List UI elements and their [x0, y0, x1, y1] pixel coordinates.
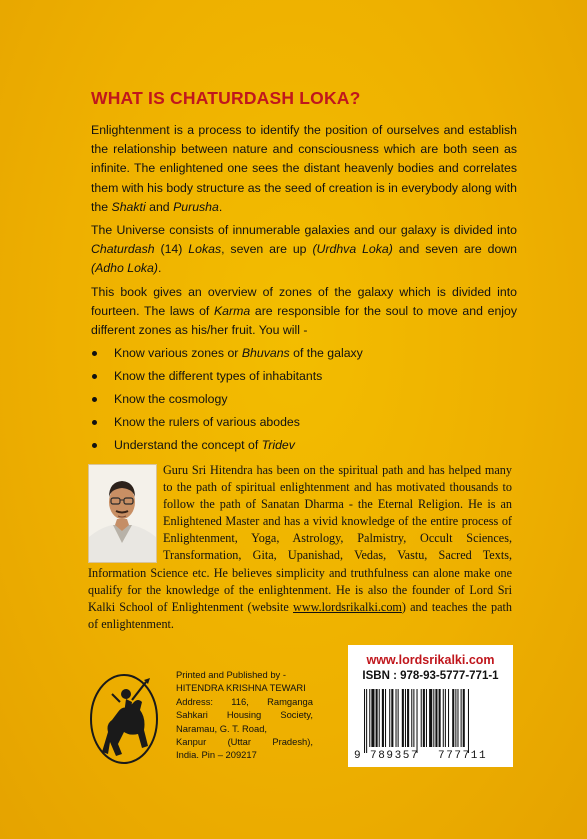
paragraph-1: Enlightenment is a process to identify the position of ourselves and establish the relationship between nature and consciousness which are both seen as infinite. The enlightened one sees the distant heavenly bodies and correlates them with his body structure as the seed of creation is in everybody along with the Shakti and Purusha.	[91, 123, 517, 214]
list-item: Know the rulers of various abodes	[91, 413, 517, 436]
barcode-icon	[362, 689, 502, 753]
paragraph-2: The Universe consists of innumerable galaxies and our galaxy is divided into Chaturdash (14) Lokas, seven are up (Urdhva Loka) and seven are down (Adho Loka).	[91, 223, 518, 276]
list-item: Know the different types of inhabitants	[91, 367, 517, 390]
isbn-box: www.lordsrikalki.com ISBN : 978-93-5777-771-1 9 789357 777711	[348, 645, 513, 767]
isbn-number: ISBN : 978-93-5777-771-1	[362, 670, 499, 682]
website-link[interactable]: www.lordsrikalki.com	[293, 599, 402, 614]
description	[91, 121, 517, 459]
paragraph-3: This book gives an overview of zones of the galaxy which is divided into fourteen. The laws of Karma are responsible for the soul to move and enjoy different zones as his/her fruit. You will -	[91, 284, 517, 338]
list-item: Understand the concept of Tridev	[91, 436, 517, 459]
publisher-info: Printed and Published by - HITENDRA KRISHNA TEWARI Address: 116, Ramganga Sahkari Housing Society, Naramau, G. T. Road, Kanpur (Uttar Pradesh), India. Pin – 209217	[176, 669, 313, 761]
website-text: www.lordsrikalki.com	[366, 653, 495, 667]
bullet-list	[91, 344, 517, 459]
list-item: Know various zones or Bhuvans of the galaxy	[91, 344, 517, 367]
author-photo	[88, 464, 157, 563]
author-portrait-icon	[89, 465, 156, 562]
kalki-emblem-icon	[88, 672, 160, 766]
page-title: WHAT IS CHATURDASH LOKA?	[91, 88, 361, 108]
list-item: Know the cosmology	[91, 390, 517, 413]
author-bio: Guru Sri Hitendra has been on the spiritual path and has helped many to the path of spiritual enlightenment and has motivated thousands to follow the path of Sanatan Dharma - the Eternal Religion. He is an Enlightened Master and has a vivid knowledge of the entire process of Enlightenment, Yoga, Astrology, Palmistry, Occult Sciences, Transformation, Gita, Upanishad, Vedas, Vastu, Sacred Texts, Information Science etc. He believes simplicity and truthfulness can alone make one qualify for the knowledge of the enlightenment. He is also the founder of Lord Sri Kalki School of Enlightenment (website www.lordsrikalki.com) and teaches the path of enlightenment.	[88, 463, 512, 631]
